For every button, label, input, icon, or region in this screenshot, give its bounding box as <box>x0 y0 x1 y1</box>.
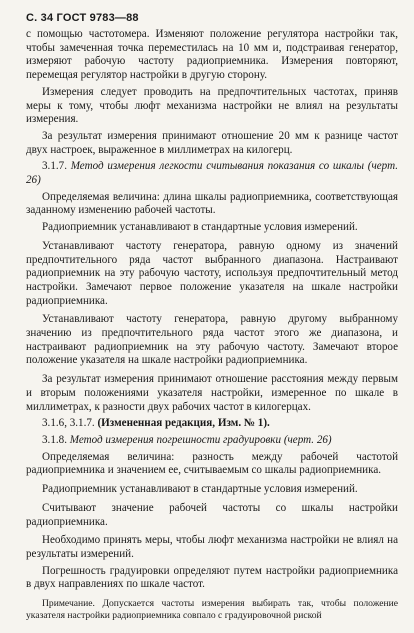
section-3-1-8-heading <box>26 434 398 448</box>
paragraph-continuation: с помощью частотомера. Изменяют положение регулятора настройки так, чтобы замеченная точка переместилась на 10 мм и, подстраивая генератор, измеряют рабочую частоту радиоприемника. Измерения повторяют, перемещая регулятор настройки в другую сторону. <box>26 28 398 82</box>
amendment-sections: 3.1.6, 3.1.7. <box>42 417 95 430</box>
note-text: Допускается частоты измерения выбирать так, чтобы положение указателя настройки радиоприемника совпало с градуировочной риской <box>26 598 398 622</box>
note-label: Примечание. <box>42 598 95 610</box>
paragraph-second-position: Устанавливают частоту генератора, равную другому выбранному значению из предпочтительного ряда частот этого же диапазона, и настраивают радиоприемник на эту рабочую частоту. Замечают второе положение указателя на шкале настройки радиоприемника. <box>26 313 398 367</box>
paragraph-read-frequency: Считывают значение рабочей частоты со шкалы настройки радиоприемника. <box>26 501 398 528</box>
paragraph-preferred-frequencies: Измерения следует проводить на предпочтительных частотах, приняв меры к тому, чтобы люфт механизма настройки не влиял на результаты измерения. <box>26 85 398 126</box>
page-header: С. 34 ГОСТ 9783—88 <box>26 12 139 24</box>
paragraph-standard-conditions-2: Радиоприемник устанавливают в стандартные условия измерений. <box>42 483 358 496</box>
paragraph-standard-conditions: Радиоприемник устанавливают в стандартные условия измерений. <box>42 221 358 234</box>
section-title: Метод измерения легкости считывания показания со шкалы (черт. 26) <box>26 160 398 187</box>
paragraph-result-distance: За результат измерения принимают отношение расстояния между первым и вторым положениями указателя настройки, измеренное по шкале в миллиметрах, к разности двух рабочих частот в килогерцах. <box>26 373 398 413</box>
section-number: 3.1.8. <box>42 433 67 446</box>
section-3-1-7-heading <box>26 160 398 187</box>
amendment-note <box>26 417 398 431</box>
note <box>26 598 398 622</box>
section-number: 3.1.7. <box>42 160 67 173</box>
document-body <box>26 28 398 622</box>
paragraph-calibration-quantity: Определяемая величина: разность между рабочей частотой радиоприемника и значением ее, считываемым со шкалы радиоприемника. <box>26 450 398 477</box>
section-title: Метод измерения погрешности градуировки (черт. 26) <box>69 433 332 446</box>
amendment-text: (Измененная редакция, Изм. № 1). <box>97 417 270 430</box>
paragraph-calibration-error: Погрешность градуировки определяют путем настройки радиоприемника в двух направлениях по шкале частот. <box>26 564 398 591</box>
paragraph-measured-quantity: Определяемая величина: длина шкалы радиоприемника, соответствующая заданному изменению рабочей частоты. <box>26 190 398 217</box>
paragraph-first-position: Устанавливают частоту генератора, равную одному из значений предпочтительного ряда частот выбранного диапазона. Настраивают радиоприемник на эту рабочую частоту, используя предпочтительный метод настройки. Замечают первое положение указателя на шкале настройки радиоприемника. <box>26 239 398 307</box>
paragraph-backlash: Необходимо принять меры, чтобы люфт механизма настройки не влиял на результаты измерений. <box>26 534 398 560</box>
paragraph-result-ratio: За результат измерения принимают отношение 20 мм к разнице частот двух настроек, выраженное в миллиметрах на килогерц. <box>26 129 398 156</box>
